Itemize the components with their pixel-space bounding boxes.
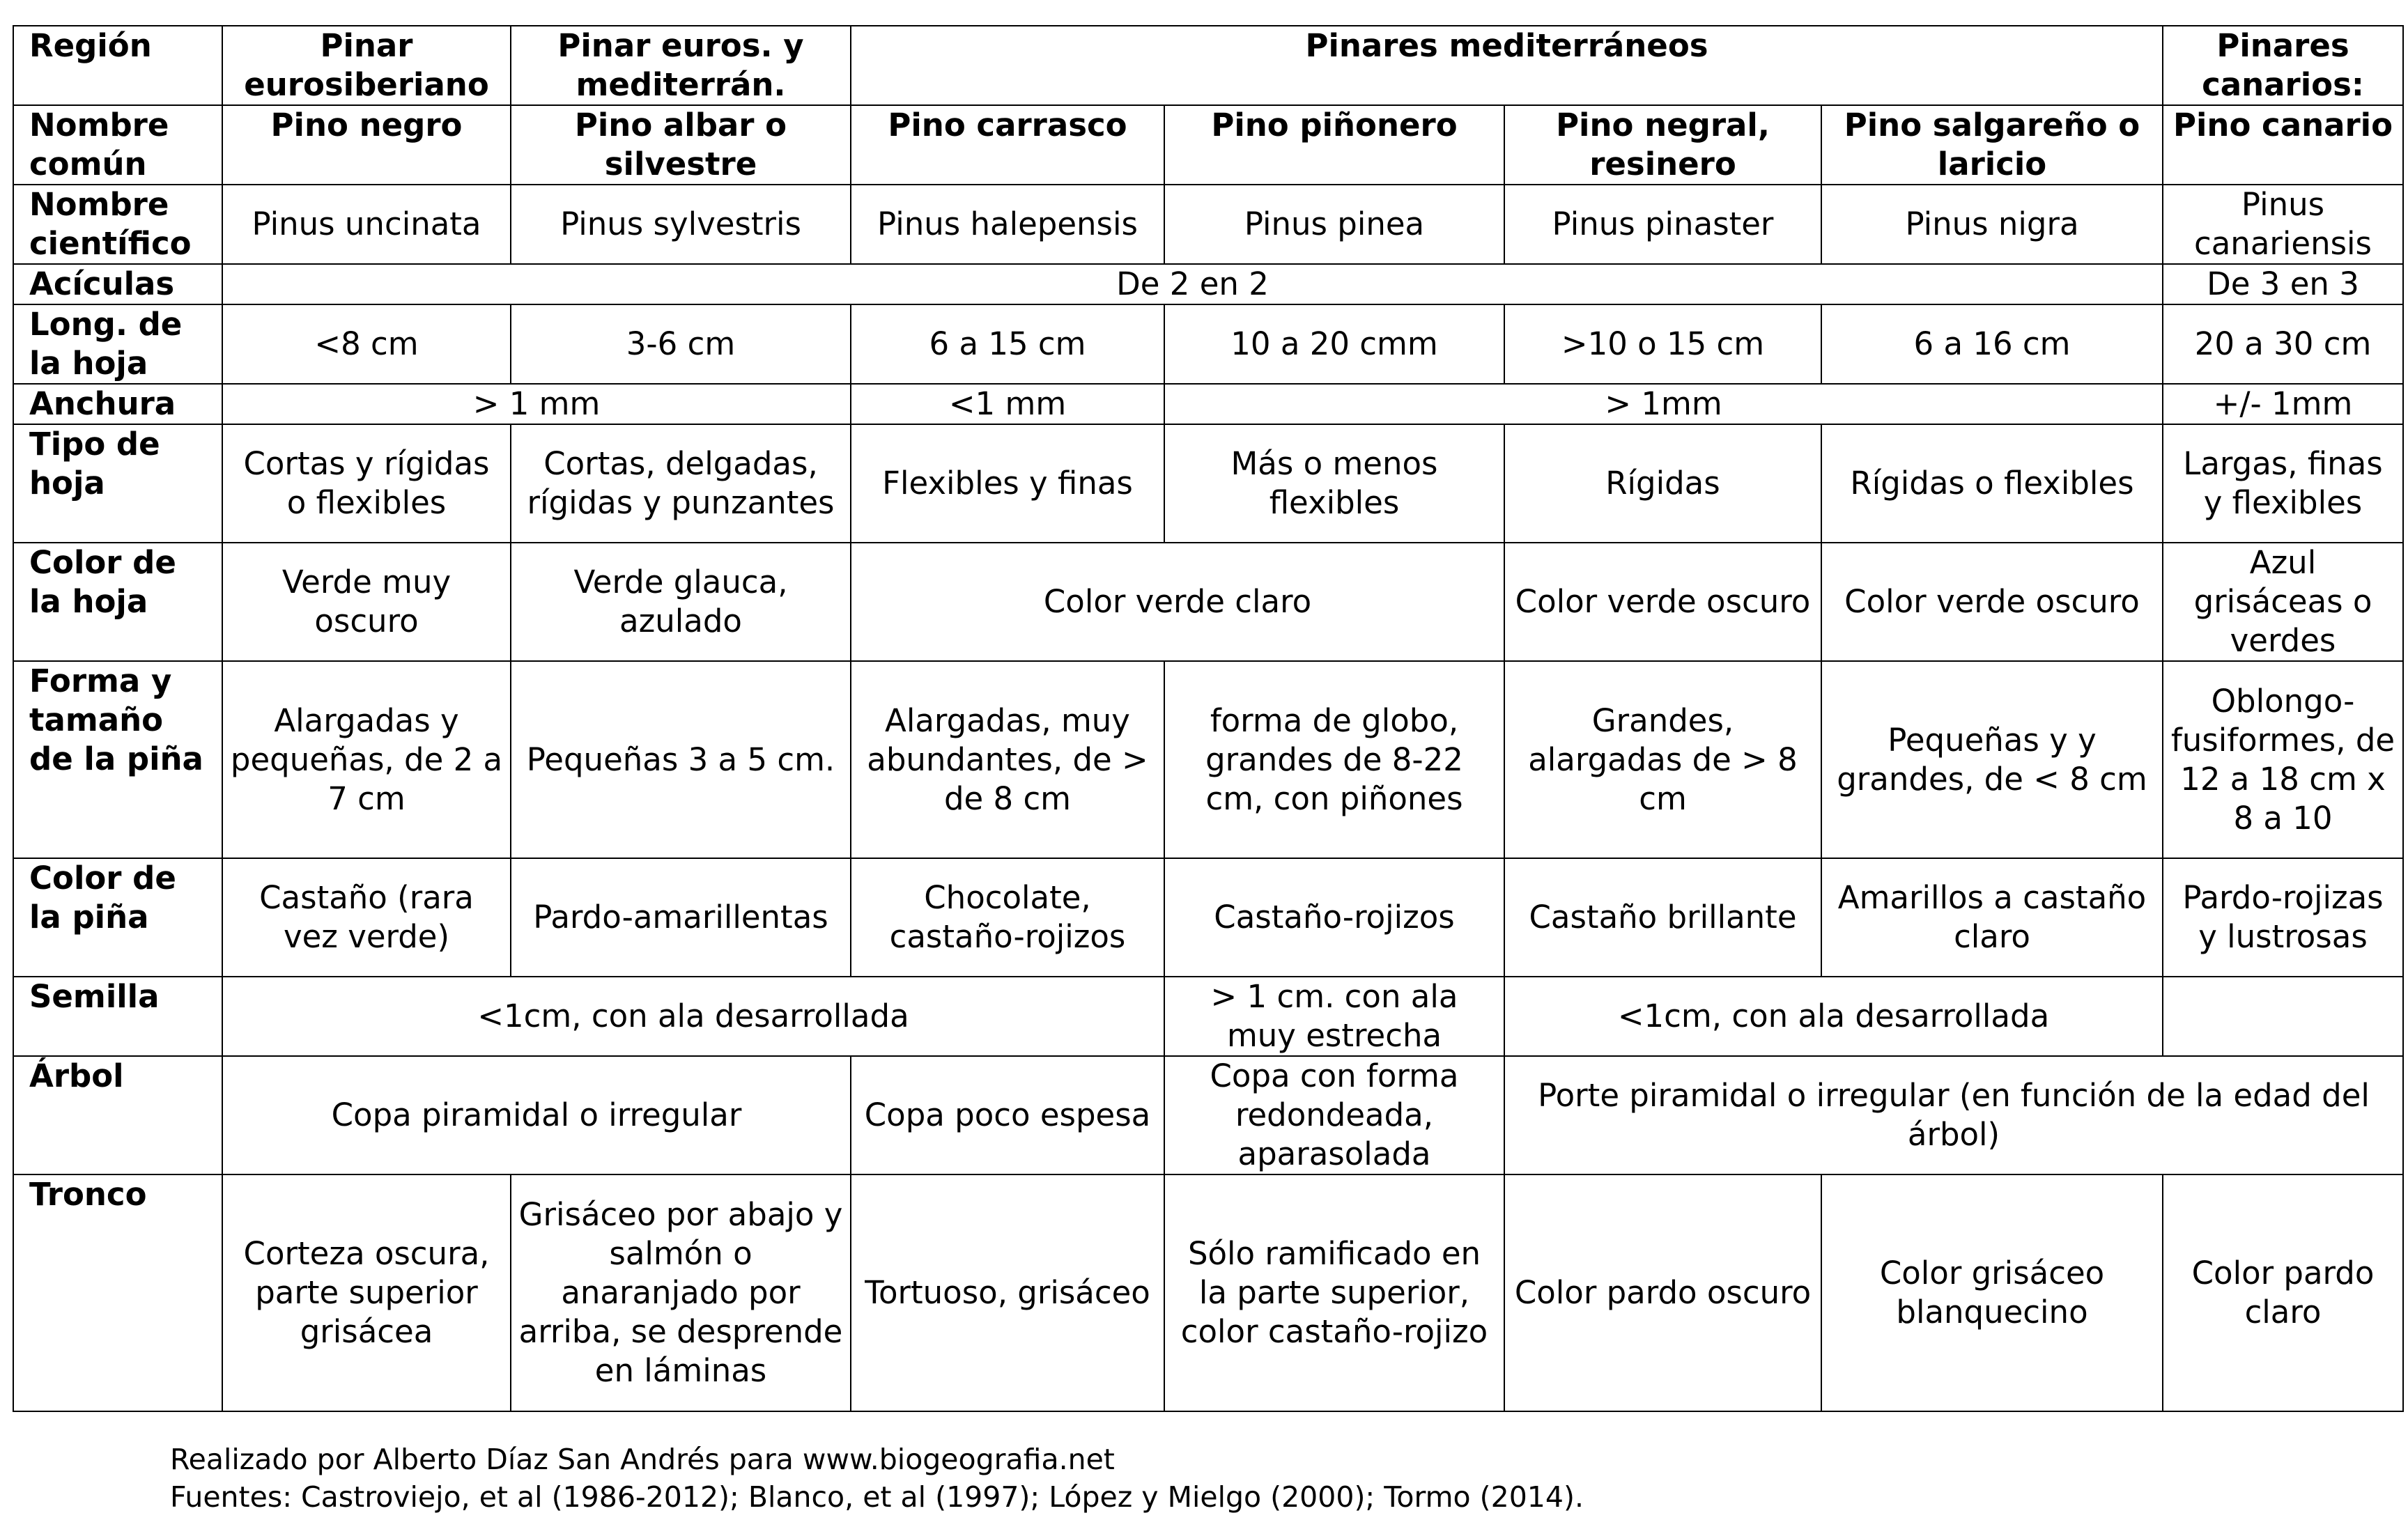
forma-pina-cell: Pequeñas 3 a 5 cm. xyxy=(511,661,851,858)
long-hoja-cell: 6 a 16 cm xyxy=(1821,304,2163,384)
tronco-cell: Color pardo claro xyxy=(2163,1174,2403,1411)
tipo-hoja-cell: Largas, finas y flexibles xyxy=(2163,424,2403,543)
row-arbol xyxy=(13,1056,2403,1174)
long-hoja-cell: >10 o 15 cm xyxy=(1504,304,1821,384)
tronco-cell: Corteza oscura, parte superior grisácea xyxy=(222,1174,511,1411)
row-label-long-hoja: Long. de la hoja xyxy=(13,304,222,384)
anchura-cell: > 1 mm xyxy=(222,384,851,424)
color-pina-cell: Castaño (rara vez verde) xyxy=(222,858,511,977)
arbol-cell: Porte piramidal o irregular (en función de la edad del árbol) xyxy=(1504,1056,2403,1174)
row-nombre-cientifico xyxy=(13,185,2403,264)
row-label-aciculas: Acículas xyxy=(13,264,222,304)
row-label-nombre-cientifico: Nombre científico xyxy=(13,185,222,264)
row-label-color-hoja: Color de la hoja xyxy=(13,543,222,661)
arbol-cell: Copa piramidal o irregular xyxy=(222,1056,851,1174)
row-label-nombre-comun: Nombre común xyxy=(13,105,222,185)
tronco-cell: Color pardo oscuro xyxy=(1504,1174,1821,1411)
row-anchura xyxy=(13,384,2403,424)
color-hoja-cell: Color verde oscuro xyxy=(1504,543,1821,661)
row-long-hoja xyxy=(13,304,2403,384)
long-hoja-cell: 6 a 15 cm xyxy=(851,304,1164,384)
row-label-forma-pina: Forma y tamaño de la piña xyxy=(13,661,222,858)
color-pina-cell: Amarillos a castaño claro xyxy=(1821,858,2163,977)
forma-pina-cell: Grandes, alargadas de > 8 cm xyxy=(1504,661,1821,858)
row-tipo-hoja xyxy=(13,424,2403,543)
row-nombre-comun xyxy=(13,105,2403,185)
aciculas-cell: De 3 en 3 xyxy=(2163,264,2403,304)
color-pina-cell: Castaño brillante xyxy=(1504,858,1821,977)
tipo-hoja-cell: Flexibles y finas xyxy=(851,424,1164,543)
row-semilla xyxy=(13,977,2403,1056)
row-label-anchura: Anchura xyxy=(13,384,222,424)
forma-pina-cell: Oblongo-fusiformes, de 12 a 18 cm x 8 a 10 xyxy=(2163,661,2403,858)
row-label-color-pina: Color de la piña xyxy=(13,858,222,977)
row-aciculas xyxy=(13,264,2403,304)
footer-credit: Realizado por Alberto Díaz San Andrés para www.biogeografia.net xyxy=(170,1443,1115,1476)
row-forma-pina xyxy=(13,661,2403,858)
row-label-arbol: Árbol xyxy=(13,1056,222,1174)
long-hoja-cell: 20 a 30 cm xyxy=(2163,304,2403,384)
arbol-cell: Copa con forma redondeada, aparasolada xyxy=(1164,1056,1504,1174)
tipo-hoja-cell: Cortas y rígidas o flexibles xyxy=(222,424,511,543)
color-pina-cell: Pardo-rojizas y lustrosas xyxy=(2163,858,2403,977)
nombre-comun-cell: Pino albar o silvestre xyxy=(511,105,851,185)
nombre-cientifico-cell: Pinus uncinata xyxy=(222,185,511,264)
forma-pina-cell: Alargadas, muy abundantes, de > de 8 cm xyxy=(851,661,1164,858)
forma-pina-cell: Pequeñas y y grandes, de < 8 cm xyxy=(1821,661,2163,858)
row-label-region: Región xyxy=(13,26,222,105)
region-mediterraneos: Pinares mediterráneos xyxy=(851,26,2163,105)
nombre-cientifico-cell: Pinus nigra xyxy=(1821,185,2163,264)
nombre-cientifico-cell: Pinus pinaster xyxy=(1504,185,1821,264)
nombre-comun-cell: Pino negral, resinero xyxy=(1504,105,1821,185)
footer-sources: Fuentes: Castroviejo, et al (1986-2012); Blanco, et al (1997); López y Mielgo (2000); Tormo (2014). xyxy=(170,1480,1584,1514)
tronco-cell: Sólo ramificado en la parte superior, color castaño-rojizo xyxy=(1164,1174,1504,1411)
row-label-tronco: Tronco xyxy=(13,1174,222,1411)
nombre-comun-cell: Pino canario xyxy=(2163,105,2403,185)
color-pina-cell: Castaño-rojizos xyxy=(1164,858,1504,977)
color-hoja-cell: Verde muy oscuro xyxy=(222,543,511,661)
tipo-hoja-cell: Rígidas xyxy=(1504,424,1821,543)
row-color-hoja xyxy=(13,543,2403,661)
arbol-cell: Copa poco espesa xyxy=(851,1056,1164,1174)
anchura-cell: +/- 1mm xyxy=(2163,384,2403,424)
anchura-cell: > 1mm xyxy=(1164,384,2163,424)
aciculas-cell: De 2 en 2 xyxy=(222,264,2163,304)
nombre-cientifico-cell: Pinus canariensis xyxy=(2163,185,2403,264)
row-color-pina xyxy=(13,858,2403,977)
color-hoja-cell: Color verde oscuro xyxy=(1821,543,2163,661)
row-label-semilla: Semilla xyxy=(13,977,222,1056)
semilla-cell: <1cm, con ala desarrollada xyxy=(1504,977,2163,1056)
row-region xyxy=(13,26,2403,105)
tronco-cell: Tortuoso, grisáceo xyxy=(851,1174,1164,1411)
forma-pina-cell: forma de globo, grandes de 8-22 cm, con piñones xyxy=(1164,661,1504,858)
color-pina-cell: Chocolate, castaño-rojizos xyxy=(851,858,1164,977)
nombre-comun-cell: Pino salgareño o laricio xyxy=(1821,105,2163,185)
nombre-cientifico-cell: Pinus halepensis xyxy=(851,185,1164,264)
nombre-comun-cell: Pino piñonero xyxy=(1164,105,1504,185)
footer xyxy=(170,1441,1584,1516)
row-tronco xyxy=(13,1174,2403,1411)
long-hoja-cell: <8 cm xyxy=(222,304,511,384)
row-label-tipo-hoja: Tipo de hoja xyxy=(13,424,222,543)
tipo-hoja-cell: Rígidas o flexibles xyxy=(1821,424,2163,543)
tronco-cell: Color grisáceo blanquecino xyxy=(1821,1174,2163,1411)
semilla-cell xyxy=(2163,977,2403,1056)
tipo-hoja-cell: Más o menos flexibles xyxy=(1164,424,1504,543)
region-euros-mediterran: Pinar euros. y mediterrán. xyxy=(511,26,851,105)
color-hoja-cell: Verde glauca, azulado xyxy=(511,543,851,661)
region-canarios: Pinares canarios: xyxy=(2163,26,2403,105)
long-hoja-cell: 10 a 20 cmm xyxy=(1164,304,1504,384)
color-hoja-cell: Color verde claro xyxy=(851,543,1504,661)
long-hoja-cell: 3-6 cm xyxy=(511,304,851,384)
color-pina-cell: Pardo-amarillentas xyxy=(511,858,851,977)
pine-comparison-table xyxy=(13,25,2404,1412)
color-hoja-cell: Azul grisáceas o verdes xyxy=(2163,543,2403,661)
anchura-cell: <1 mm xyxy=(851,384,1164,424)
nombre-comun-cell: Pino carrasco xyxy=(851,105,1164,185)
tipo-hoja-cell: Cortas, delgadas, rígidas y punzantes xyxy=(511,424,851,543)
nombre-cientifico-cell: Pinus pinea xyxy=(1164,185,1504,264)
tronco-cell: Grisáceo por abajo y salmón o anaranjado por arriba, se desprende en láminas xyxy=(511,1174,851,1411)
region-eurosiberiano: Pinar eurosiberiano xyxy=(222,26,511,105)
forma-pina-cell: Alargadas y pequeñas, de 2 a 7 cm xyxy=(222,661,511,858)
semilla-cell: > 1 cm. con ala muy estrecha xyxy=(1164,977,1504,1056)
semilla-cell: <1cm, con ala desarrollada xyxy=(222,977,1164,1056)
nombre-comun-cell: Pino negro xyxy=(222,105,511,185)
nombre-cientifico-cell: Pinus sylvestris xyxy=(511,185,851,264)
